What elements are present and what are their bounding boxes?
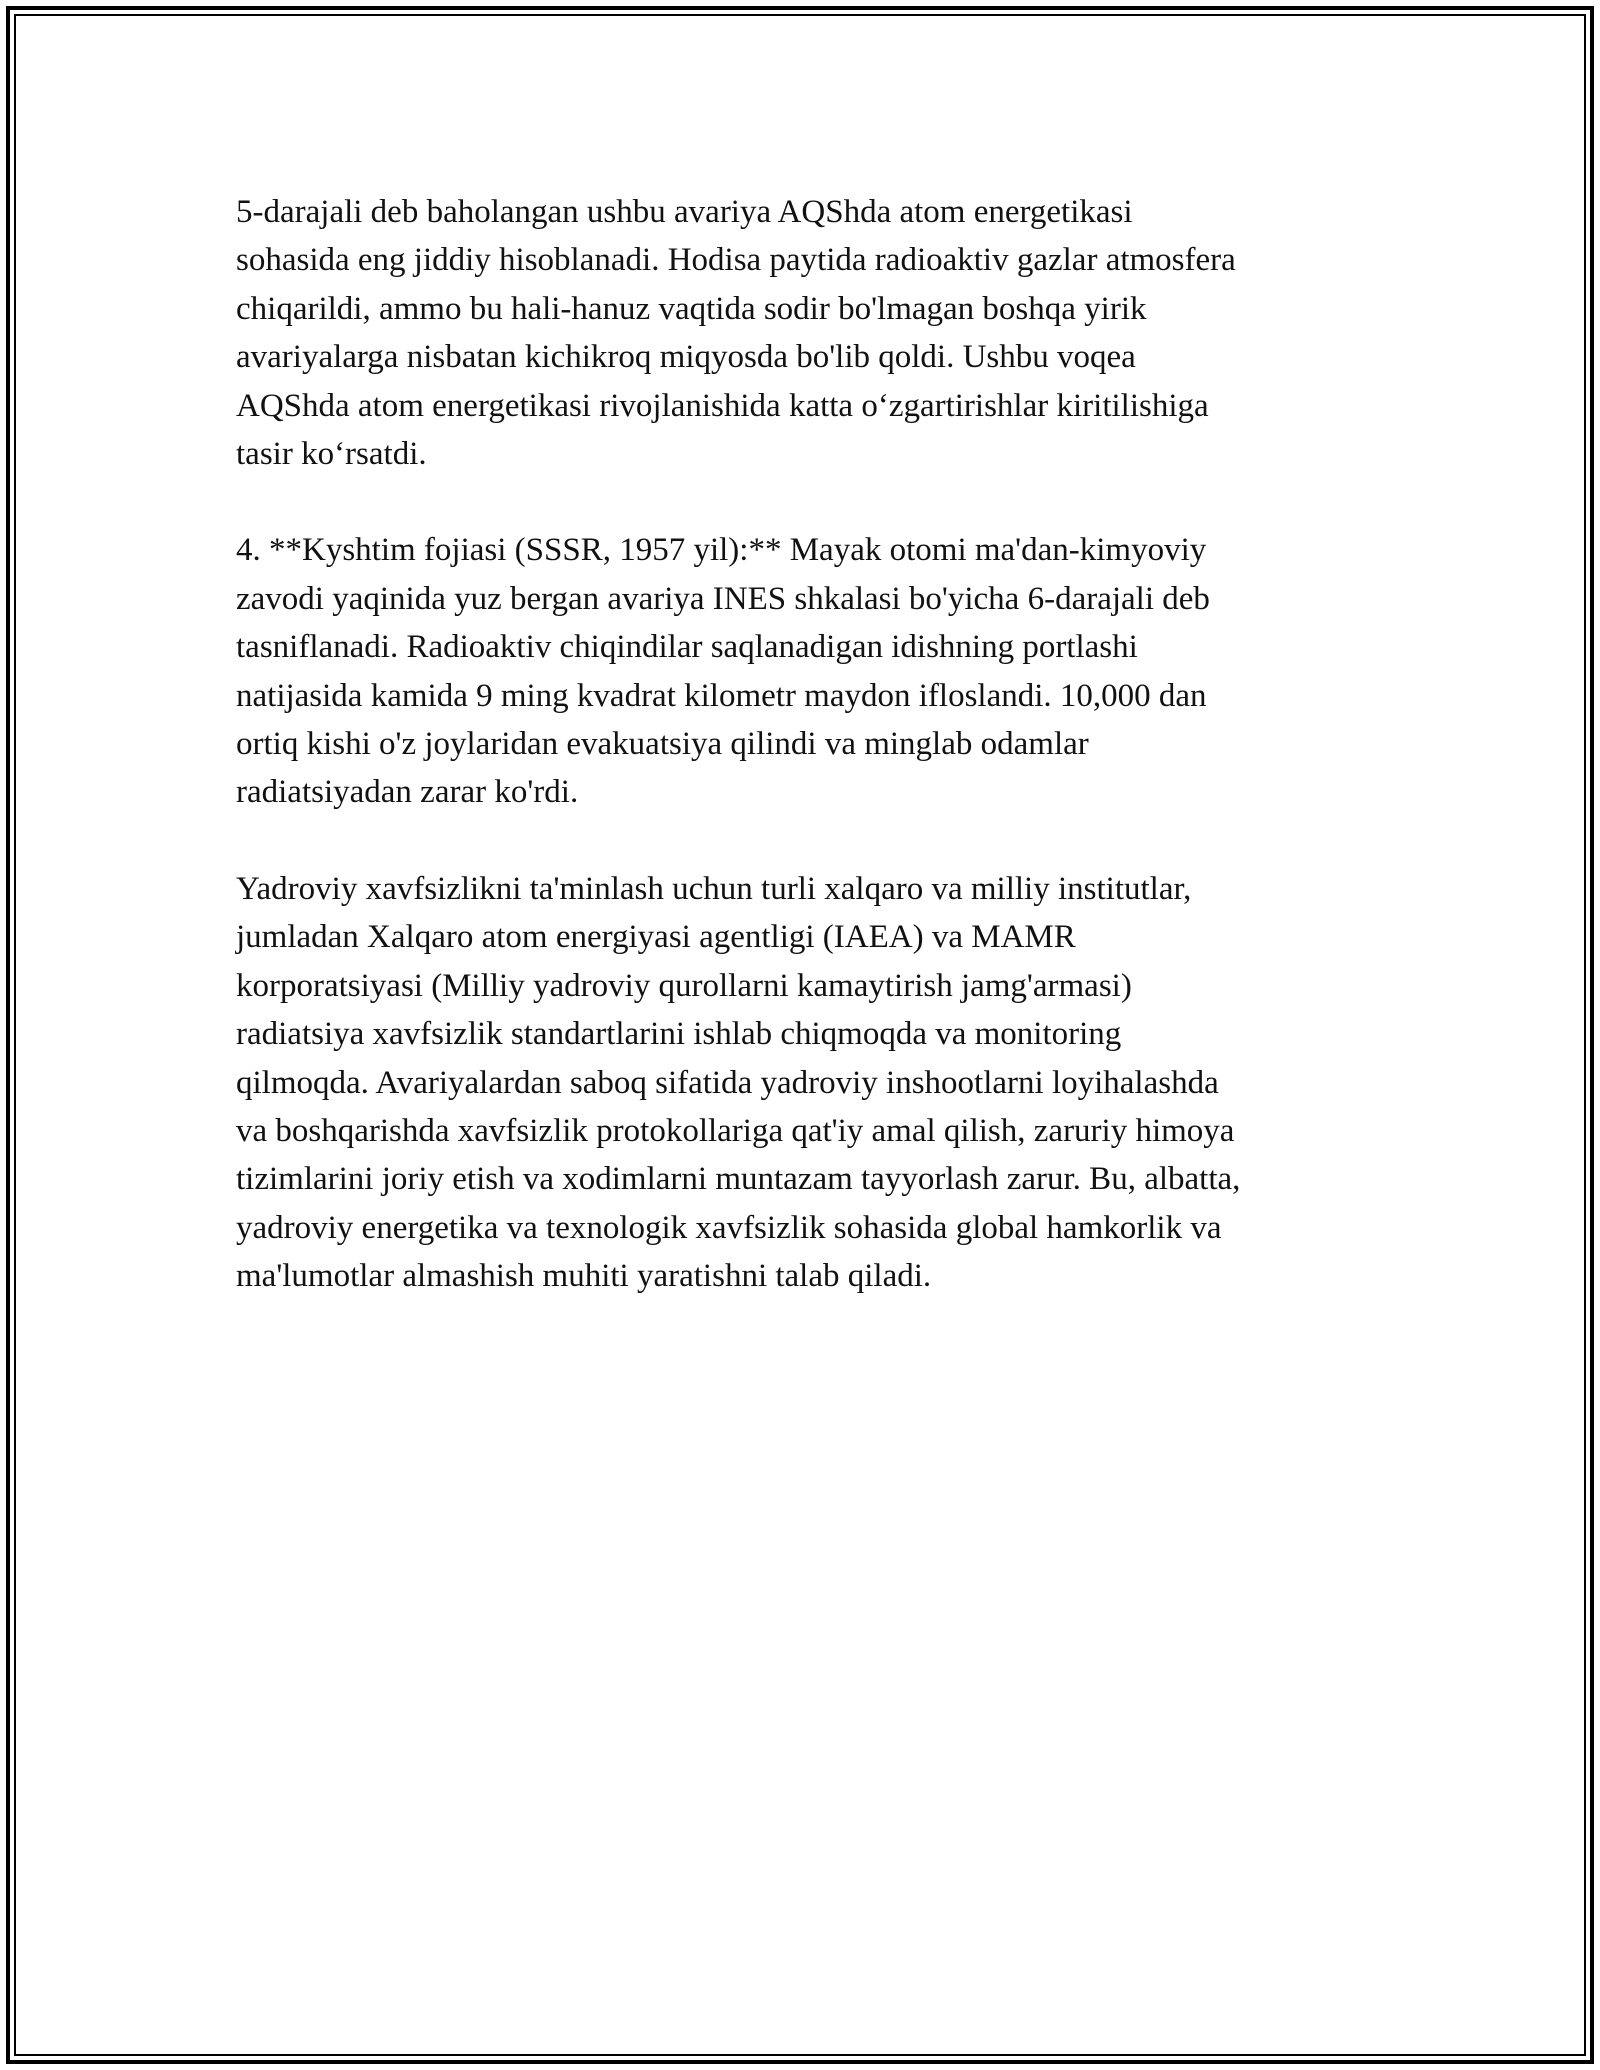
paragraph-accident-summary bbox=[236, 188, 1366, 478]
text-line: natijasida kamida 9 ming kvadrat kilometr maydon ifloslandi. 10,000 dan bbox=[236, 677, 1207, 714]
text-line: chiqarildi, ammo bu hali-hanuz vaqtida sodir bo'lmagan boshqa yirik bbox=[236, 290, 1147, 327]
text-line: tasniflanadi. Radioaktiv chiqindilar saqlanadigan idishning portlashi bbox=[236, 629, 1138, 666]
paragraph-kyshtim-disaster bbox=[236, 526, 1366, 816]
text-line: korporatsiyasi (Milliy yadroviy qurollarni kamaytirish jamg'armasi) bbox=[236, 967, 1132, 1004]
text-line: qilmoqda. Avariyalardan saboq sifatida yadroviy inshootlarni loyihalashda bbox=[236, 1064, 1219, 1101]
text-line: radiatsiyadan zarar ko'rdi. bbox=[236, 774, 579, 811]
text-line: tasir ko‘rsatdi. bbox=[236, 436, 427, 473]
document-body bbox=[236, 188, 1366, 1349]
text-line: radiatsiya xavfsizlik standartlarini ishlab chiqmoqda va monitoring bbox=[236, 1016, 1122, 1053]
text-line: 4. **Kyshtim fojiasi (SSSR, 1957 yil):** Mayak otomi ma'dan-kimyoviy bbox=[236, 532, 1207, 569]
text-line: Yadroviy xavfsizlikni ta'minlash uchun turli xalqaro va milliy institutlar, bbox=[236, 870, 1192, 907]
text-line: zavodi yaqinida yuz bergan avariya INES shkalasi bo'yicha 6-darajali deb bbox=[236, 580, 1210, 617]
text-line: ma'lumotlar almashish muhiti yaratishni talab qiladi. bbox=[236, 1258, 932, 1295]
text-line: ortiq kishi o'z joylaridan evakuatsiya qilindi va minglab odamlar bbox=[236, 726, 1089, 763]
text-line: 5-darajali deb baholangan ushbu avariya AQShda atom energetikasi bbox=[236, 194, 1133, 230]
text-line: yadroviy energetika va texnologik xavfsizlik sohasida global hamkorlik va bbox=[236, 1209, 1222, 1246]
text-line: avariyalarga nisbatan kichikroq miqyosda bo'lib qoldi. Ushbu voqea bbox=[236, 339, 1136, 376]
text-line: tizimlarini joriy etish va xodimlarni muntazam tayyorlash zarur. Bu, albatta, bbox=[236, 1161, 1241, 1198]
text-line: sohasida eng jiddiy hisoblanadi. Hodisa paytida radioaktiv gazlar atmosfera bbox=[236, 242, 1236, 279]
text-line: jumladan Xalqaro atom energiyasi agentligi (IAEA) va MAMR bbox=[236, 919, 1076, 956]
text-line: AQShda atom energetikasi rivojlanishida katta o‘zgartirishlar kiritilishiga bbox=[236, 387, 1209, 424]
paragraph-nuclear-safety bbox=[236, 865, 1366, 1301]
text-line: va boshqarishda xavfsizlik protokollariga qat'iy amal qilish, zaruriy himoya bbox=[236, 1112, 1235, 1149]
